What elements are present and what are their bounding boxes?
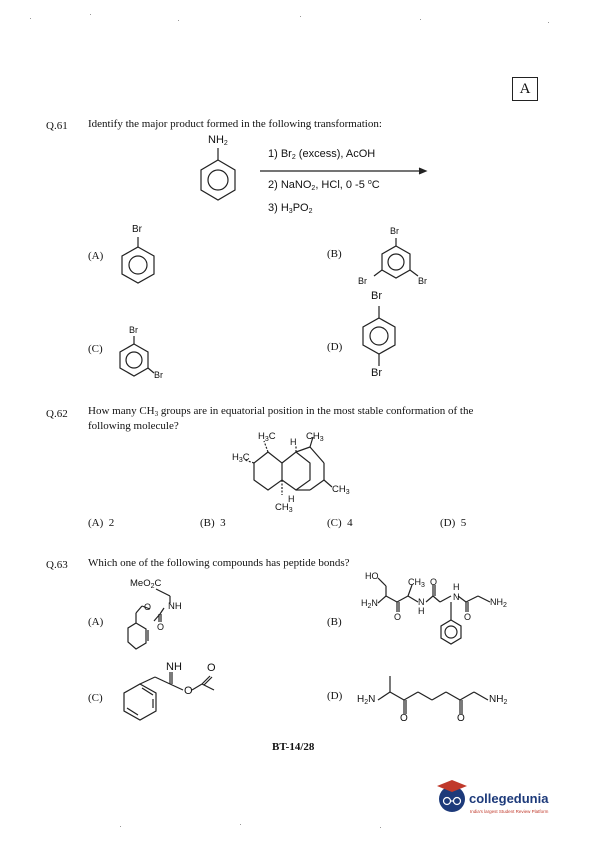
h3c-label-top: $H_3C$ xyxy=(258,431,276,443)
q63-option-a-label: (A) xyxy=(88,616,104,628)
q63-b-h2n: $H_2N$ xyxy=(361,598,378,610)
q63-a-meo2c: MeO$_2$C xyxy=(130,578,162,590)
question-number-61: Q.61 xyxy=(46,120,68,132)
q61-option-d-label: (D) xyxy=(327,341,343,353)
h3c-label-left: $H_3C$ xyxy=(232,452,250,464)
reagent-step-3: 3) $H_3PO_2$ xyxy=(268,202,313,215)
q61-option-c-label: (C) xyxy=(88,343,103,355)
question-text-61: Identify the major product formed in the following transformation: xyxy=(88,118,382,130)
q63-a-o-carbonyl: O xyxy=(157,622,165,632)
q63-b-ch3: $CH_3$ xyxy=(408,577,425,589)
q63-b-h-left: H xyxy=(418,606,425,616)
q63-d-o-right: O xyxy=(457,713,465,724)
logo-name: collegedunia xyxy=(469,791,549,806)
q62-option-c: (C) 4 xyxy=(327,517,353,529)
question-text-63: Which one of the following compounds has peptide bonds? xyxy=(88,557,350,569)
q63-b-nh2: $NH_2$ xyxy=(490,597,507,609)
amino-group-label: $NH_2$ xyxy=(208,134,228,147)
q63-d-o-left: O xyxy=(400,713,408,724)
h-label-bottom: H xyxy=(288,494,295,504)
ch3-label-right: $CH_3$ xyxy=(332,484,350,496)
reagent-step-2: 2) NaNO$_2$, HCl, 0 -5 $^o$C xyxy=(268,179,380,192)
q63-c-nh: NH xyxy=(166,661,182,673)
logo-tagline: India's largest Student Review Platform xyxy=(470,809,549,814)
q61-c-br-top: Br xyxy=(129,325,138,335)
question-text-62-line2: following molecule? xyxy=(88,420,179,432)
q61-b-br-right: Br xyxy=(418,276,427,286)
q61-a-br: Br xyxy=(132,224,142,235)
q63-c-o-carbonyl: O xyxy=(207,662,216,674)
q61-c-br-meta: Br xyxy=(154,370,163,380)
q63-a-o-ester: O xyxy=(144,602,152,612)
q62-option-d: (D) 5 xyxy=(440,517,467,529)
q63-a-nh: NH xyxy=(168,601,182,612)
reagent-step-1: 1) $Br_2$ (excess), AcOH xyxy=(268,148,376,161)
q63-option-b-label: (B) xyxy=(327,616,342,628)
answer-set-box: A xyxy=(512,77,538,101)
q63-b-o-bottom-right: O xyxy=(464,612,472,622)
q63-b-o-bottom-left: O xyxy=(394,612,402,622)
q61-b-br-left: Br xyxy=(358,276,367,286)
q63-b-ho: HO xyxy=(365,571,379,581)
h-label-top: H xyxy=(290,437,297,447)
q63-b-n-right: N xyxy=(453,592,460,602)
question-text-62-line1: How many $CH_3$ groups are in equatorial position in the most stable conformation of the xyxy=(88,405,474,418)
q63-d-nh2: $NH_2$ xyxy=(489,694,508,706)
q63-d-h2n: $H_2N$ xyxy=(357,694,376,706)
q61-option-a-label: (A) xyxy=(88,250,104,262)
q62-option-a: (A) 2 xyxy=(88,517,115,529)
q63-c-o-ester: O xyxy=(184,685,193,697)
q63-option-d-label: (D) xyxy=(327,690,343,702)
q63-b-o-top: O xyxy=(430,577,438,587)
ch3-label-bottom: $CH_3$ xyxy=(275,502,293,514)
question-number-63: Q.63 xyxy=(46,559,68,571)
q63-b-n-left: N xyxy=(418,597,425,607)
page-code: BT-14/28 xyxy=(272,741,315,753)
q61-d-br-top: Br xyxy=(371,290,382,302)
q61-option-b-label: (B) xyxy=(327,248,342,260)
q63-option-c-label: (C) xyxy=(88,692,103,704)
q61-b-br-top: Br xyxy=(390,226,399,236)
ch3-label-top: $CH_3$ xyxy=(306,431,324,443)
question-number-62: Q.62 xyxy=(46,408,68,420)
q63-b-h-right: H xyxy=(453,582,460,592)
q62-option-b: (B) 3 xyxy=(200,517,226,529)
q61-d-br-bottom: Br xyxy=(371,367,382,379)
